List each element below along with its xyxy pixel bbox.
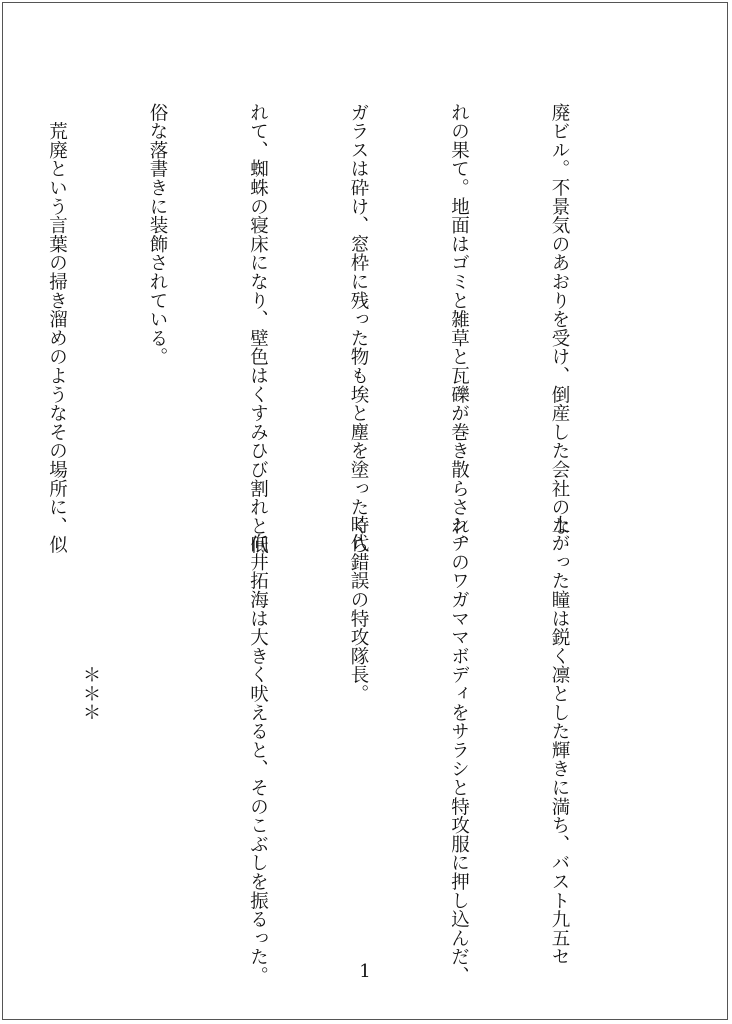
text-line: ンチのワガママボディをサラシと特攻服に押し込んだ、: [448, 515, 470, 985]
text-block-lower: [43, 515, 643, 985]
page-frame: [2, 2, 728, 1020]
text-line: 時代錯誤の特攻隊長。: [348, 515, 369, 703]
text-line: 向井拓海は大きく吠えると、そのこぶしを振るった。: [247, 515, 269, 985]
text-line: 荒廃という言葉の掃き溜めのようなその場所に、似: [46, 103, 68, 555]
scene-break: ＊＊＊: [80, 515, 101, 722]
text-line: 廃ビル。不景気のあおりを受け、倒産した会社のな: [549, 103, 570, 536]
page-number: 1: [359, 961, 371, 982]
text-line: れの果て。地面はゴミと雑草と瓦礫が巻き散らされ、: [448, 103, 470, 555]
text-line: 俗な落書きに装飾されている。: [147, 103, 168, 367]
text-line: 上がった瞳は鋭く凛とした輝きに満ち、バスト九五セ: [549, 515, 570, 967]
text-line: ガラスは砕け、窓枠に残った物も埃と塵を塗ったくら: [348, 103, 369, 555]
text-line: れて、蜘蛛の寝床になり、壁色はくすみひび割れと低: [247, 103, 269, 555]
text-block-upper: [43, 103, 643, 555]
